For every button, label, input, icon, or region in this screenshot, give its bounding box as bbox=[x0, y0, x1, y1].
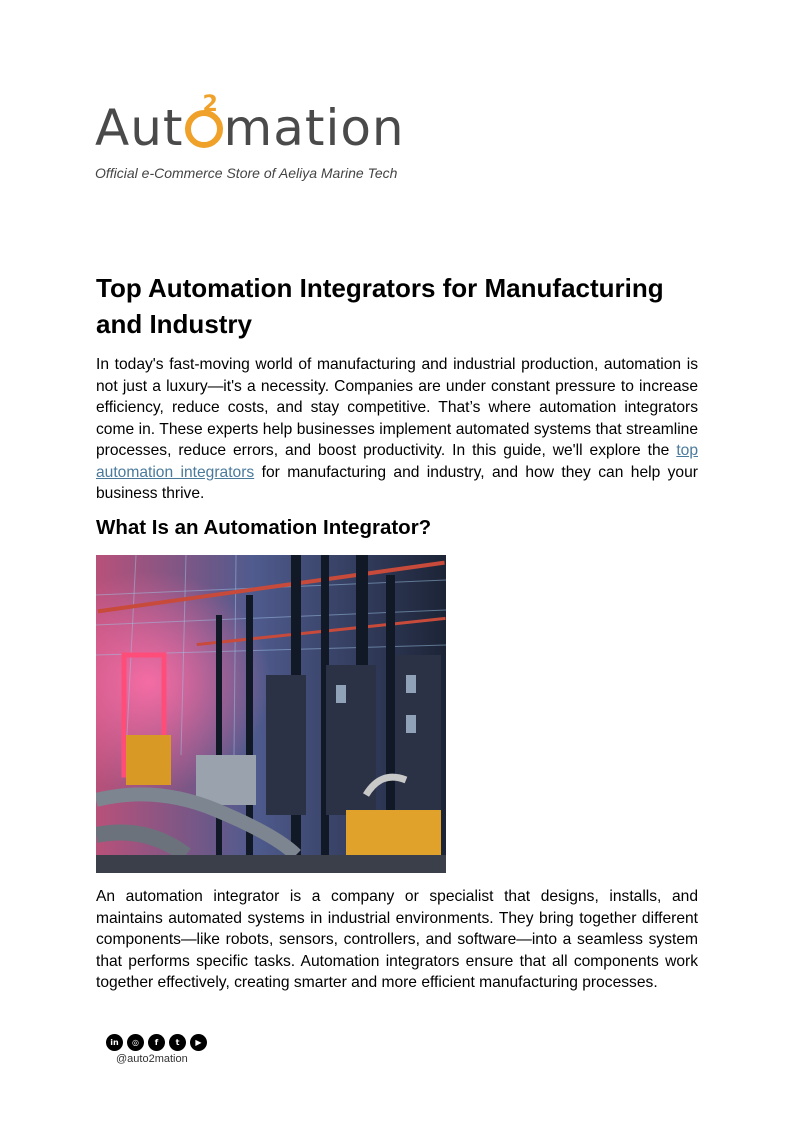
intro-text-start: In today's fast-moving world of manufacturing and industrial production, automation is not just a luxury—it's a necessity. Companies are under constant pressure to increase efficiency, reduce costs, and stay competitive. That’s where automation integrators come in. These experts help businesses implement automated systems that streamline processes, reduce errors, and boost productivity. In this guide, we'll explore the bbox=[96, 356, 698, 459]
factory-photo bbox=[96, 555, 446, 873]
logo-superscript: 2 bbox=[202, 92, 219, 117]
section-heading: What Is an Automation Integrator? bbox=[96, 516, 432, 539]
article-title: Top Automation Integrators for Manufacturing and Industry bbox=[96, 273, 664, 339]
logo-tagline: Official e-Commerce Store of Aeliya Marine Tech bbox=[95, 165, 398, 181]
social-links bbox=[106, 1034, 226, 1074]
facebook-icon[interactable]: f bbox=[148, 1034, 165, 1051]
logo-wordmark bbox=[95, 92, 405, 157]
intro-paragraph bbox=[96, 354, 698, 505]
instagram-icon[interactable]: ◎ bbox=[127, 1034, 144, 1051]
logo-word-part-a: Aut bbox=[95, 99, 184, 157]
intro-text-end: for manufacturing and industry, and how they can help your business thrive. bbox=[96, 463, 698, 502]
top-integrators-link[interactable]: top automation integrators bbox=[96, 442, 698, 481]
section-paragraph: An automation integrator is a company or specialist that designs, installs, and maintains automated systems in industrial environments. They bring together different components—like robots, sensors, controllers, and software—into a seamless system that performs specific tasks. Automation integrators ensure that all components work together effectively, creating smarter and more efficient manufacturing processes. bbox=[96, 888, 698, 991]
linkedin-icon[interactable]: in bbox=[106, 1034, 123, 1051]
twitter-icon[interactable]: t bbox=[169, 1034, 186, 1051]
logo-word-part-b: mation bbox=[223, 99, 405, 157]
youtube-icon[interactable]: ▶ bbox=[190, 1034, 207, 1051]
logo-ring-o bbox=[185, 92, 223, 148]
social-handle: @auto2mation bbox=[116, 1053, 188, 1065]
brand-logo bbox=[95, 92, 455, 190]
